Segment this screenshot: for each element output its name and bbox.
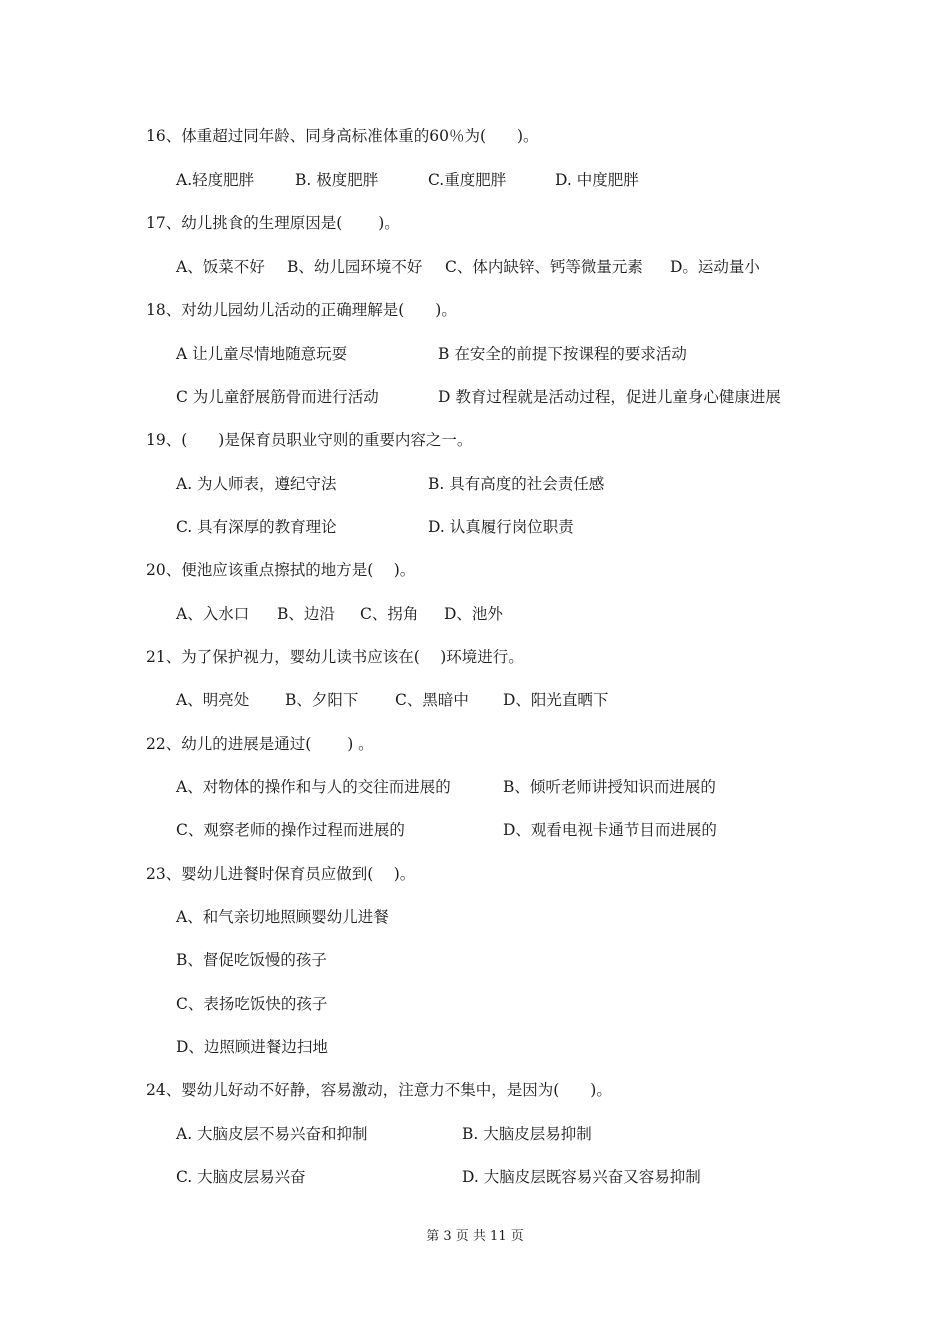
- question-23-option-b: B、督促吃饭慢的孩子: [176, 951, 327, 969]
- question-18-option-c: C 为儿童舒展筋骨而进行活动: [176, 388, 379, 406]
- question-19-option-d: D. 认真履行岗位职责: [428, 518, 574, 536]
- question-18-option-a: A 让儿童尽情地随意玩耍: [176, 345, 348, 363]
- question-23-option-c: C、表扬吃饭快的孩子: [176, 995, 328, 1013]
- question-22-option-c: C、观察老师的操作过程而进展的: [176, 821, 405, 839]
- question-17-option-c: C、体内缺锌、钙等微量元素: [445, 258, 643, 276]
- question-21-option-b: B、夕阳下: [285, 691, 359, 709]
- question-22-option-b: B、倾听老师讲授知识而进展的: [503, 778, 716, 796]
- question-20-option-b: B、边沿: [277, 605, 335, 623]
- question-22-option-d: D、观看电视卡通节目而进展的: [503, 821, 717, 839]
- question-24-option-b: B. 大脑皮层易抑制: [462, 1125, 592, 1143]
- question-23-stem: 23、婴幼儿进餐时保育员应做到( )。: [146, 865, 416, 883]
- question-23-option-a: A、和气亲切地照顾婴幼儿进餐: [176, 908, 389, 926]
- question-21-stem: 21、为了保护视力，婴幼儿读书应该在( )环境进行。: [146, 648, 524, 666]
- question-17-stem: 17、幼儿挑食的生理原因是( )。: [146, 214, 400, 232]
- question-19-option-c: C. 具有深厚的教育理论: [176, 518, 337, 536]
- question-20-stem: 20、便池应该重点擦拭的地方是( )。: [146, 561, 416, 579]
- question-19-option-a: A. 为人师表，遵纪守法: [176, 475, 337, 493]
- question-17-option-d: D。运动量小: [670, 258, 760, 276]
- question-17-option-a: A、饭菜不好: [176, 258, 265, 276]
- page-number-footer: 第 3 页 共 11 页: [426, 1229, 524, 1244]
- question-20-option-d: D、池外: [444, 605, 503, 623]
- question-21-option-a: A、明亮处: [176, 691, 250, 709]
- question-16-option-b: B. 极度肥胖: [295, 171, 379, 189]
- question-16-option-a: A.轻度肥胖: [176, 171, 255, 189]
- question-21-option-d: D、阳光直晒下: [503, 691, 609, 709]
- question-24-option-d: D. 大脑皮层既容易兴奋又容易抑制: [462, 1168, 701, 1186]
- question-18-option-d: D 教育过程就是活动过程，促进儿童身心健康进展: [438, 388, 781, 406]
- question-18-option-b: B 在安全的前提下按课程的要求活动: [438, 345, 687, 363]
- question-16-option-d: D. 中度肥胖: [555, 171, 639, 189]
- question-19-option-b: B. 具有高度的社会责任感: [428, 475, 605, 493]
- question-20-option-a: A、入水口: [176, 605, 250, 623]
- question-22-stem: 22、幼儿的进展是通过( ) 。: [146, 735, 374, 753]
- question-23-option-d: D、边照顾进餐边扫地: [176, 1038, 328, 1056]
- question-24-option-c: C. 大脑皮层易兴奋: [176, 1168, 306, 1186]
- question-20-option-c: C、拐角: [360, 605, 419, 623]
- question-22-option-a: A、对物体的操作和与人的交往而进展的: [176, 778, 451, 796]
- question-16-stem: 16、体重超过同年龄、同身高标准体重的60％为( )。: [146, 127, 539, 145]
- question-24-stem: 24、婴幼儿好动不好静，容易激动，注意力不集中，是因为( )。: [146, 1081, 612, 1099]
- question-16-option-c: C.重度肥胖: [428, 171, 507, 189]
- question-21-option-c: C、黑暗中: [395, 691, 469, 709]
- question-19-stem: 19、( )是保育员职业守则的重要内容之一。: [146, 431, 473, 449]
- question-18-stem: 18、对幼儿园幼儿活动的正确理解是( )。: [146, 301, 457, 319]
- question-17-option-b: B、幼儿园环境不好: [287, 258, 423, 276]
- question-24-option-a: A. 大脑皮层不易兴奋和抑制: [176, 1125, 368, 1143]
